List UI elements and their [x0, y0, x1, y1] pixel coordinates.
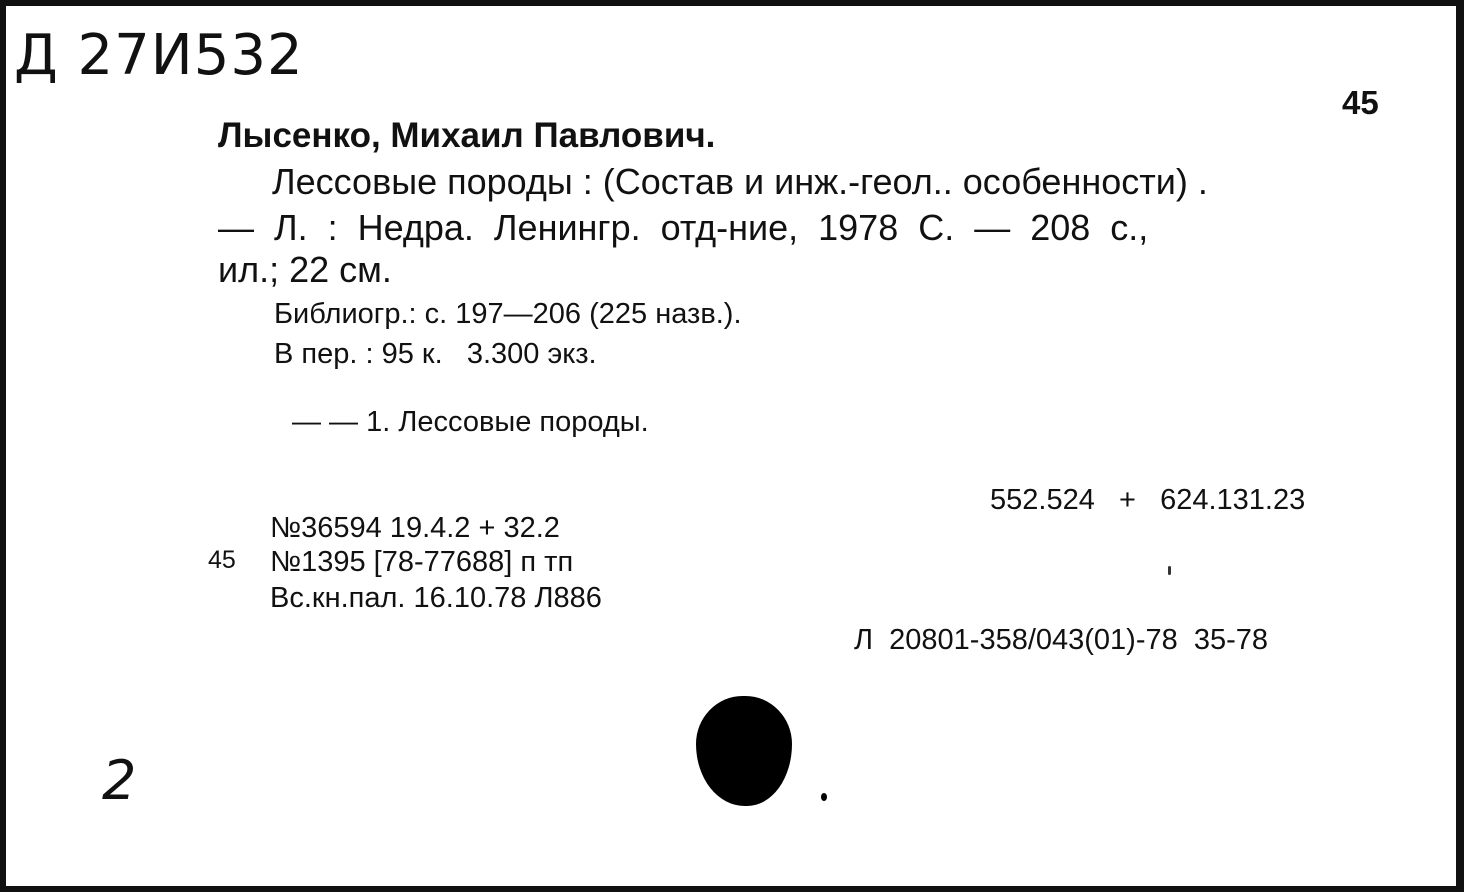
imprint-line: — Л. : Недра. Ленингр. отд-ние, 1978 С. — 208 с.,: [218, 207, 1149, 248]
punch-hole: [696, 696, 792, 806]
handwritten-id: Д 27И532: [14, 23, 304, 88]
udc-classification: 552.524 + 624.131.23: [990, 484, 1306, 516]
subject-heading: — — 1. Лессовые породы.: [292, 406, 649, 438]
ink-dot: [821, 793, 827, 801]
registration-prefix: 45: [208, 546, 236, 574]
registration-line-3: Вс.кн.пал. 16.10.78 Л886: [270, 582, 602, 614]
ink-mark: [1168, 566, 1171, 575]
registration-line-2: №1395 [78-77688] п тп: [270, 546, 574, 578]
registration-line-1: №36594 19.4.2 + 32.2: [270, 512, 560, 544]
title-line: Лессовые породы : (Состав и инж.-геол.. особенности) .: [272, 161, 1208, 202]
bibliography-note: Библиогр.: с. 197—206 (225 назв.).: [274, 298, 742, 330]
price-note: В пер. : 95 к. 3.300 экз.: [274, 338, 597, 370]
page-number: 45: [1342, 84, 1379, 121]
physical-description: ил.; 22 см.: [218, 249, 392, 290]
handwritten-mark: 2: [102, 749, 137, 812]
publisher-code: Л 20801-358/043(01)-78 35-78: [854, 624, 1269, 656]
author-heading: Лысенко, Михаил Павлович.: [218, 116, 716, 155]
